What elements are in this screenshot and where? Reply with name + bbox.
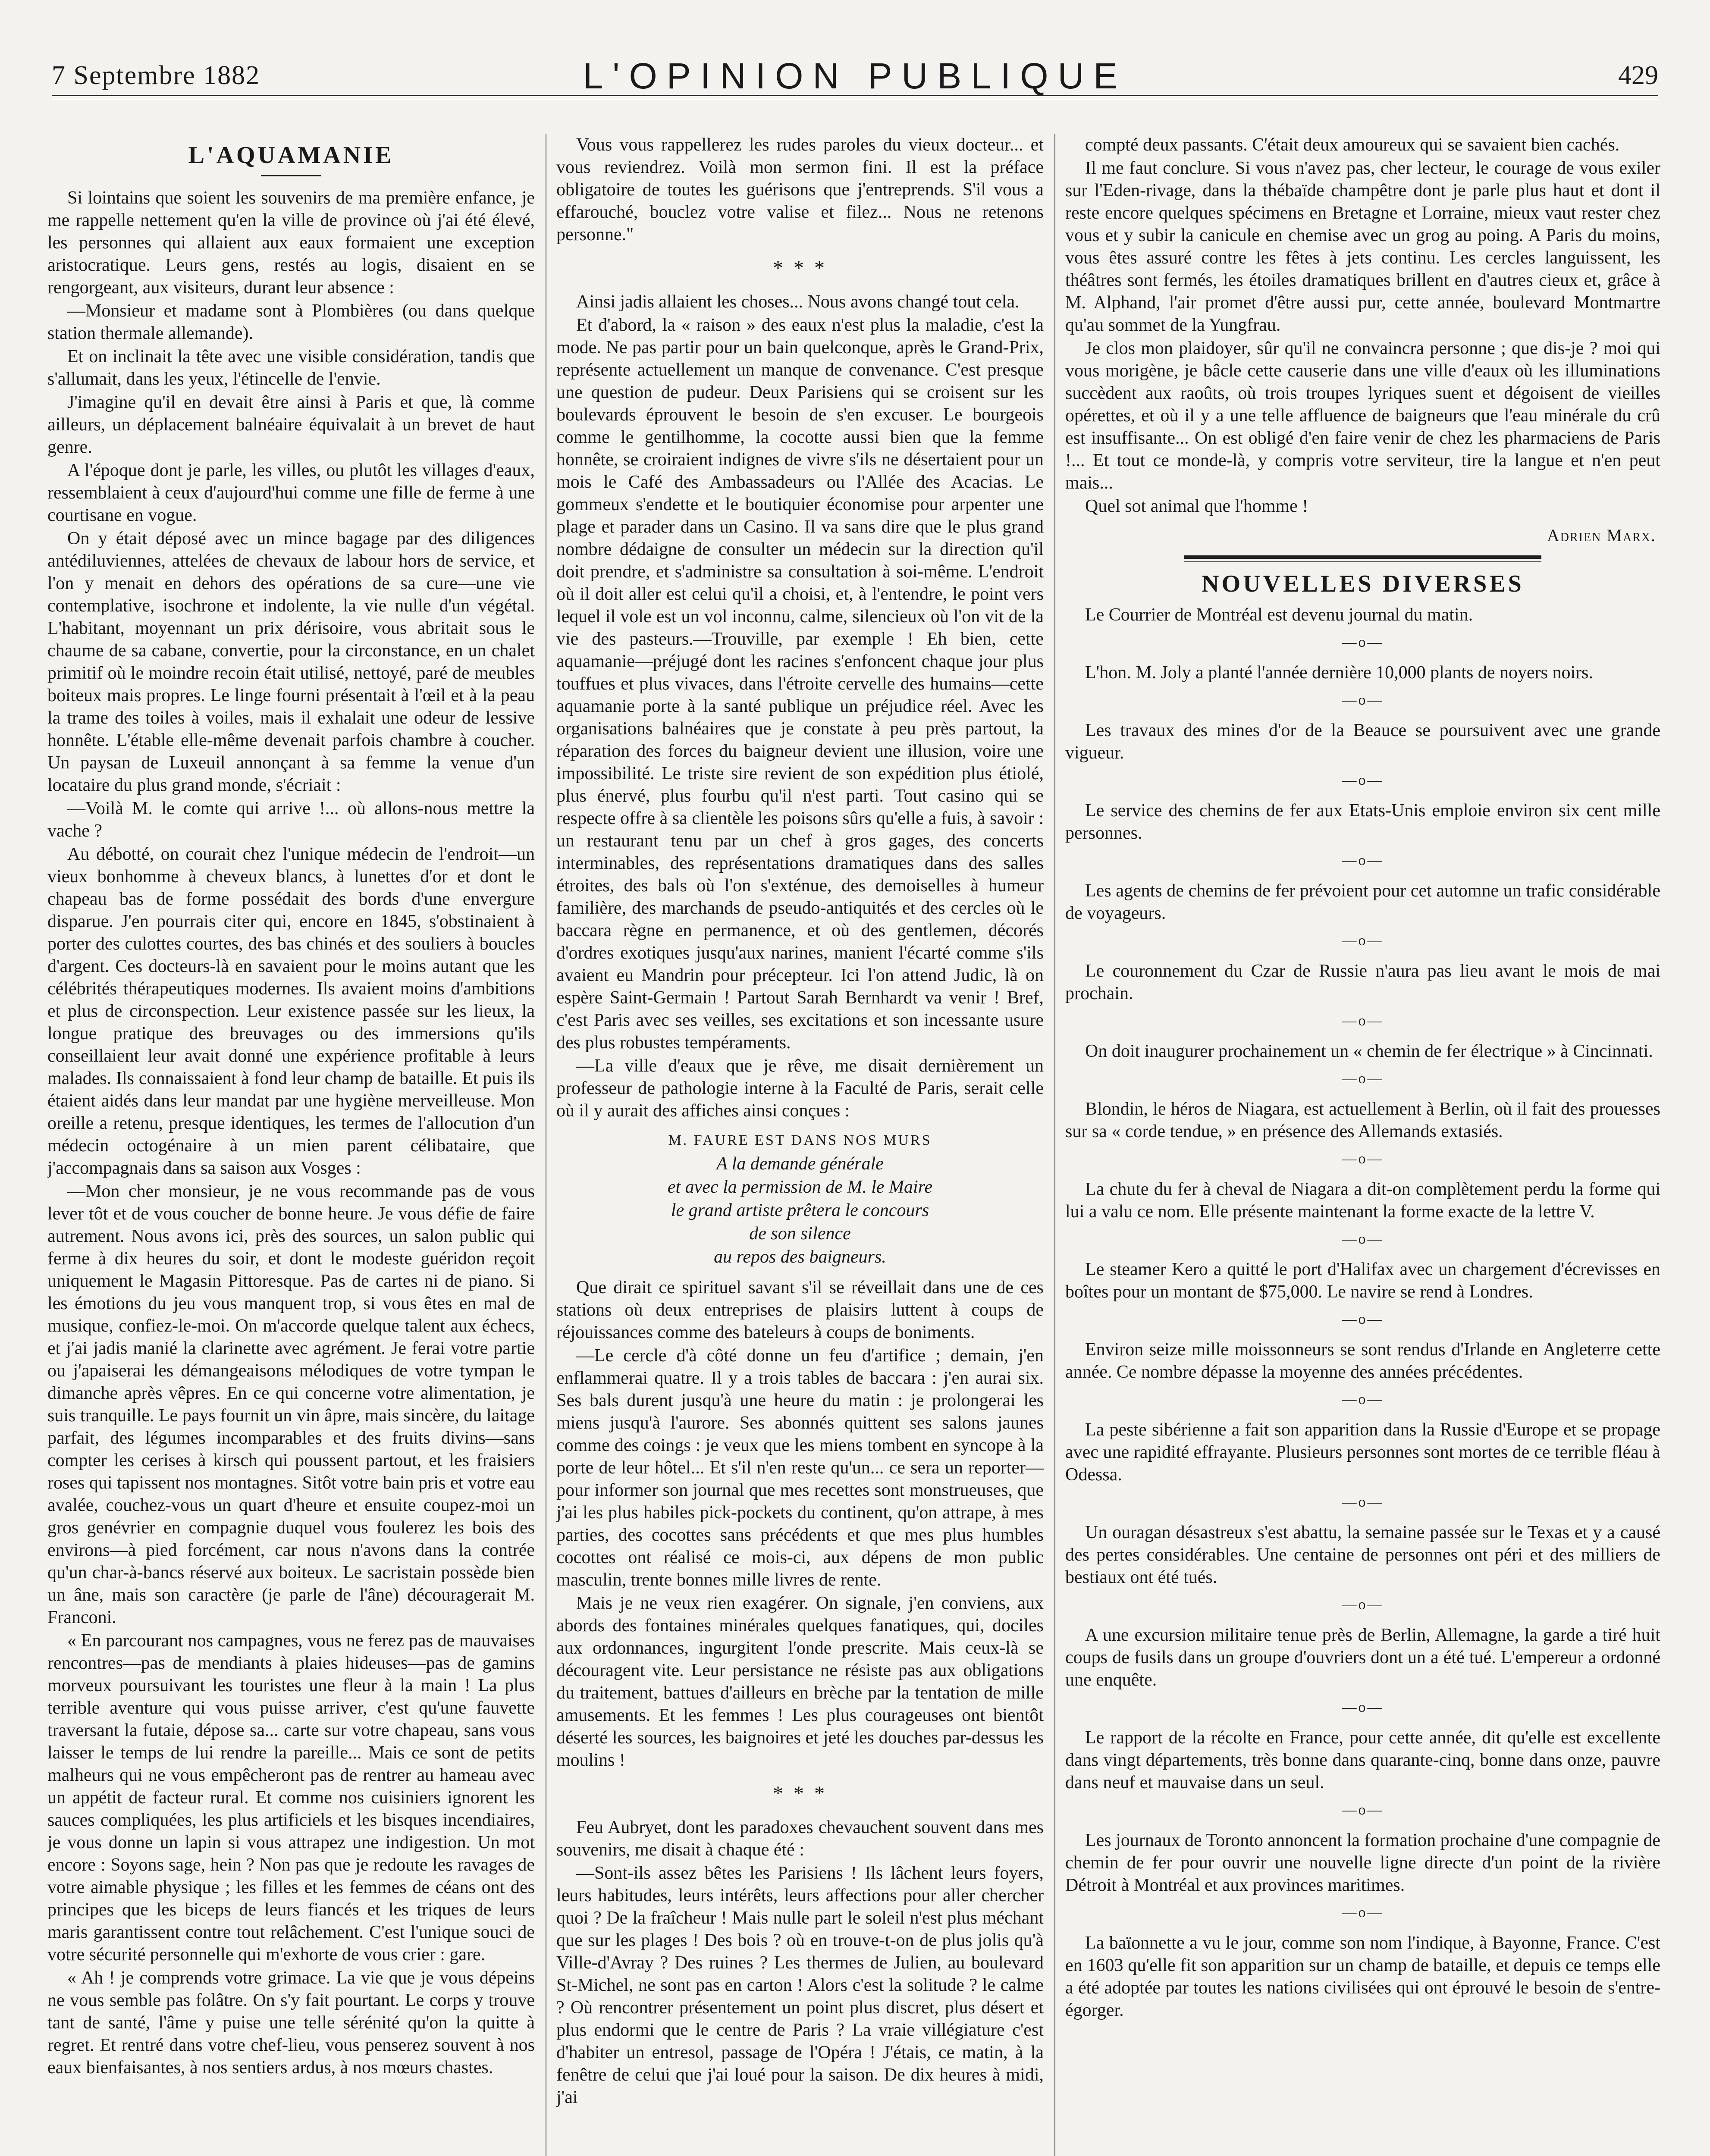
poster-line: M. FAURE EST DANS NOS MURS	[668, 1132, 932, 1148]
section-stars: * * *	[773, 257, 827, 279]
paragraph: Feu Aubryet, dont les paradoxes chevauchent souvent dans mes souvenirs, me disait à chaque été :	[556, 1818, 1044, 1860]
news-separator: —o—	[1342, 1802, 1384, 1818]
paragraph: —Sont-ils assez bêtes les Parisiens ! Ils lâchent leurs foyers, leurs habitudes, leurs intérêts, leurs affections pour aller chercher quoi ? De la fraîcheur ! Mais nulle part le soleil n'est plus méchant que sur les plages ! Des bois ? où en trouve-t-on de plus jolis qu'à Ville-d'Avray ? Des ruines ? Les thermes de Julien, au boulevard St-Michel, ne sont pas en carton ! Alors c'est la solitude ? le calme ? Où rencontrer présentement un point plus discret, plus désert et plus endormi que le centre de Paris ? La vraie villégiature c'est d'habiter un entresol, passage de l'Opéra ! J'étais, ce matin, à la fenêtre de celui que j'ai loué pour la saison. De dix heures à midi, j'ai	[556, 1863, 1044, 2107]
news-separator: —o—	[1342, 1494, 1384, 1510]
masthead	[52, 52, 1658, 99]
news-separator: —o—	[1342, 933, 1384, 949]
paragraph: Que dirait ce spirituel savant s'il se réveillait dans une de ces stations où deux entreprises de plaisirs luttent à coups de réjouissances comme des bateleurs à coups de boniments.	[556, 1278, 1044, 1342]
news-list	[1065, 604, 1660, 2021]
article-body	[47, 187, 535, 2079]
section-stars: * * *	[773, 1782, 827, 1805]
column-2	[556, 134, 1044, 2156]
news-separator: —o—	[1342, 1071, 1384, 1087]
poster-line: le grand artiste prêtera le concours	[671, 1200, 929, 1220]
article-body-continued	[1065, 134, 1660, 517]
news-item: Le service des chemins de fer aux Etats-Unis emploie environ six cent mille personnes.	[1065, 801, 1660, 843]
paragraph: Et on inclinait la tête avec une visible considération, tandis que s'allumait, dans les yeux, l'étincelle de l'envie.	[47, 347, 535, 389]
article-body-continued	[556, 1816, 1044, 2109]
news-item: Le steamer Kero a quitté le port d'Halifax avec un chargement d'écrevisses en boîtes pour un montant de $75,000. Le navire se rend à Londres.	[1065, 1260, 1660, 1302]
paragraph: On y était déposé avec un mince bagage par des diligences antédiluviennes, attelées de chevaux de labour hors de service, et l'on y menait en dehors des opérations de sa cure—une vie contemplative, isochrone et indolente, la vie nulle d'un végétal. L'habitant, moyennant un prix dérisoire, vous abritait sous le chaume de sa cabane, convertie, pour la circonstance, en un chalet primitif où le moindre recoin était utilisé, nettoyé, paré de meubles boiteux mais propres. Le linge fourni présentait à l'œil et à la peau la trame des toiles à voiles, mais il exhalait une odeur de lessive honnête. L'étable elle-même devenait parfois chambre à coucher. Un paysan de Luxeuil annonçant à sa femme la venue d'un locataire du plus grand monde, s'écriait :	[47, 529, 535, 795]
news-separator: —o—	[1342, 1597, 1384, 1613]
article-body-continued	[556, 134, 1044, 246]
news-item: La chute du fer à cheval de Niagara a dit-on complètement perdu la forme qui lui a valu ce nom. Elle présente maintenant la forme exacte de la lettre V.	[1065, 1179, 1660, 1222]
news-separator: —o—	[1342, 1699, 1384, 1715]
poster-line: et avec la permission de M. le Maire	[667, 1177, 933, 1197]
newspaper-title: L'OPINION PUBLIQUE	[583, 56, 1127, 96]
paragraph: compté deux passants. C'était deux amoureux qui se savaient bien cachés.	[1085, 135, 1620, 155]
poster-line: au repos des baigneurs.	[714, 1247, 886, 1267]
news-item: On doit inaugurer prochainement un « chemin de fer électrique » à Cincinnati.	[1085, 1041, 1653, 1061]
paragraph: Quel sot animal que l'homme !	[1085, 496, 1308, 516]
column-3	[1065, 134, 1660, 2156]
paragraph: —Le cercle d'à côté donne un feu d'artifice ; demain, j'en enflammerai quatre. Il y a trois tables de baccara : j'en aurai six. Ses bals durent jusqu'à une heure du matin : je prolongerai les miens jusqu'à l'aurore. Ses abonnés quittent ses salons jaunes comme des coings : je veux que les miens tombent en syncope à la porte de leur hôtel... Et s'il n'en reste qu'un... ce sera un reporter—pour informer son journal que mes recettes sont monstrueuses, que j'ai les plus habiles pick-pockets du continent, qu'on attrape, à mes parties, des cocottes sans précédents et que mes plus humbles cocottes ont réalisé ce mois-ci, aux dépens de mon public masculin, trente bonnes mille livres de rente.	[556, 1346, 1044, 1590]
section-rule	[1184, 555, 1541, 559]
paragraph: Ainsi jadis allaient les choses... Nous avons changé tout cela.	[576, 292, 1020, 312]
paragraph: Et d'abord, la « raison » des eaux n'est plus la maladie, c'est la mode. Ne pas partir pour un bain quelconque, après le Grand-Prix, représente actuellement un manque de convenance. C'est presque une question de pudeur. Deux Parisiens qui se croisent sur les boulevards éprouvent le besoin de s'en excuser. Le bourgeois comme le gentilhomme, la cocotte aussi bien que la femme honnête, se croiraient indignes de vivre s'ils ne désertaient pour un mois le Café des Ambassadeurs ou l'Allée des Acacias. Le gommeux s'endette et le boutiquier économise pour arpenter une plage et parader dans un Casino. Il va sans dire que le plus grand nombre dédaigne de consulter un médecin sur la direction qu'il doit prendre, et s'administre sa consultation à soi-même. L'endroit où il doit aller est celui qu'il a choisi, et, à l'entendre, le point vers lequel il vole est un vol inconnu, calme, silencieux où l'on vit de la vie des pasteurs.—Trouville, par exemple ! Eh bien, cette aquamanie—préjugé dont les racines s'enfoncent chaque jour plus touffues et plus vivaces, dans l'étroite cervelle des humains—cette aquamanie porte à la santé publique un préjudice réel. Avec les organisations balnéaires que je constate à peu près partout, la réparation des forces du baigneur devient une illusion, voire une impossibilité. Le triste sire revient de son expédition plus étiolé, plus énervé, plus fourbu qu'il n'est parti. Tout casino qui se respecte offre à sa clientèle les poisons sûrs qu'elle a fuis, à savoir : un restaurant tenu par un chef à gros gages, des concerts interminables, des représentations dramatiques dans des salles étroites, des bals où l'on s'exténue, des demoiselles à humeur familière, des marchands de pseudo-antiquités et des cercles où le baccara règne en permanence, et où des gentlemen, décorés d'ordres exotiques jusqu'aux narines, manient l'écarté comme s'ils avaient eu Mandrin pour précepteur. Ici l'on attend Judic, là on espère Saint-Germain ! Partout Sarah Bernhardt va venir ! Bref, c'est Paris avec ses veilles, ses excitations et son incessante usure des plus robustes tempéraments.	[556, 315, 1044, 1053]
column-divider	[1054, 134, 1055, 2156]
paragraph: Il me faut conclure. Si vous n'avez pas, cher lecteur, le courage de vous exiler sur l'Eden-rivage, dans la thébaïde champêtre dont je parle plus haut et dont il reste encore quelques spécimens en Bretagne et Lorraine, mieux vaut rester chez vous et y subir la canicule en chemise avec un grog au poing. A Paris du moins, vous êtes assuré contre les fêtes à jets continu. Les cercles languissent, les théâtres sont fermés, les étoiles dramatiques brillent en d'autres cieux et, grâce à M. Alphand, l'air promet d'être aussi pur, cette année, boulevard Montmartre qu'au sommet de la Yungfrau.	[1065, 158, 1660, 335]
poster-line: A la demande générale	[716, 1154, 884, 1174]
news-separator: —o—	[1342, 1151, 1384, 1167]
news-item: Environ seize mille moissonneurs se sont rendus d'Irlande en Angleterre cette année. Ce nombre dépasse la moyenne des années précédentes.	[1065, 1340, 1660, 1382]
paragraph: —Mon cher monsieur, je ne vous recommande pas de vous lever tôt et de vous coucher de bonne heure. Je vous défie de faire autrement. Nous avons ici, près des sources, un salon public qui ferme à dix heures du soir, et dont le modeste guéridon reçoit uniquement le Magasin Pittoresque. Pas de cartes ni de piano. Si les émotions du jeu vous manquent trop, si vous êtes en mal de musique, confiez-le-moi. On m'accorde quelque talent aux échecs, et j'ai jadis manié la clarinette avec agrément. Je ferai votre partie ou j'apaiserai les démangeaisons mélodiques de votre tympan le dimanche après vêpres. En ce qui concerne votre alimentation, je suis tranquille. Le pays fournit un vin âpre, mais sincère, du laitage parfait, des légumes incomparables et des fruits divins—sans compter les cerises à kirsch qui poussent partout, et les fraisiers roses qui tapissent nos montagnes. Sitôt votre bain pris et votre eau avalée, couchez-vous un quart d'heure et ensuite coupez-moi un gros genévrier en compagnie duquel vous foulerez les bois des environs—à pied forcément, car nous n'avons dans la contrée qu'un char-à-bancs réservé aux boiteux. Le sacristain possède bien un âne, mais son caractère (je parle de l'âne) découragerait M. Franconi.	[47, 1181, 535, 1627]
news-item: L'hon. M. Joly a planté l'année dernière 10,000 plants de noyers noirs.	[1085, 663, 1594, 683]
paragraph: A l'époque dont je parle, les villes, ou plutôt les villages d'eaux, ressemblaient à ceux d'aujourd'hui comme une fille de ferme à une courtisane en vogue.	[47, 461, 535, 525]
issue-date: 7 Septembre 1882	[52, 61, 260, 90]
paragraph: « En parcourant nos campagnes, vous ne ferez pas de mauvaises rencontres—pas de mendiants à plaies hideuses—pas de gamins morveux poursuivant les touristes une fleur à la main ! La plus terrible aventure qui vous puisse arriver, c'est qu'une fauvette traversant la futaie, dépose sa... carte sur votre chapeau, sans vous laisser le temps de lui rendre la pareille... Mais ce sont de petits malheurs qui ne vous empêcheront pas de rentrer au hameau avec un appétit de facteur rural. Et comme nos cuisiniers ignorent les sauces compliquées, les plus artificiels et les bisques incendiaires, je vous donne un lapin si vous attrapez une indigestion. Un mot encore : Soyons sage, hein ? Non pas que je redoute les ravages de votre aimable physique ; les filles et les femmes de céans ont des principes que les biceps de leurs fiancés et les triques de leurs maris garantissent contre tout relâchement. C'est l'unique souci de votre sécurité personnelle qui m'exhorte de vous crier : gare.	[47, 1631, 535, 1965]
news-item: Les agents de chemins de fer prévoient pour cet automne un trafic considérable de voyageurs.	[1065, 881, 1660, 923]
news-separator: —o—	[1342, 1905, 1384, 1921]
article-body-continued	[556, 1276, 1044, 1771]
paragraph: Je clos mon plaidoyer, sûr qu'il ne convaincra personne ; que dis-je ? moi qui vous morigène, je bâcle cette causerie dans une ville d'eaux où les illuminations succèdent aux raoûts, où trois troupes lyriques suent et dégoisent de vieilles opérettes, et où il y a une telle affluence de baigneurs que l'eau minérale du crû est insuffisante... On est obligé d'en faire venir de chez les pharmaciens de Paris !... Et tout ce monde-là, y compris votre serviteur, tire la langue et n'en peut mais...	[1065, 338, 1660, 493]
news-item: Les travaux des mines d'or de la Beauce se poursuivent avec une grande vigueur.	[1065, 721, 1660, 763]
news-separator: —o—	[1342, 1231, 1384, 1247]
author-signature: Adrien Marx.	[1547, 526, 1656, 545]
column-1	[47, 134, 535, 2156]
news-item: La peste sibérienne a fait son apparition dans la Russie d'Europe et se propage avec une rapidité effrayante. Plusieurs personnes sont mortes de ce terrible fléau à Odessa.	[1065, 1420, 1660, 1485]
news-item: Un ouragan désastreux s'est abattu, la semaine passée sur le Texas et y a causé des pertes considérables. Une centaine de personnes ont péri et des milliers de bestiaux ont été tués.	[1065, 1523, 1660, 1587]
title-rule	[261, 175, 321, 176]
news-separator: —o—	[1342, 1311, 1384, 1327]
news-item: Le Courrier de Montréal est devenu journal du matin.	[1085, 605, 1473, 625]
news-separator: —o—	[1342, 692, 1384, 708]
article-title: L'AQUAMANIE	[188, 142, 394, 169]
news-item: Les journaux de Toronto annoncent la formation prochaine d'une compagnie de chemin de fer pour ouvrir une nouvelle ligne directe d'un point de la rivière Détroit à Montréal et aux provinces maritimes.	[1065, 1830, 1660, 1895]
poster-quote	[556, 1129, 1044, 1269]
masthead-rule	[52, 95, 1658, 99]
news-separator: —o—	[1342, 1013, 1384, 1029]
paragraph: Si lointains que soient les souvenirs de ma première enfance, je me rappelle nettement qu'en la ville de province où j'ai été élevé, les personnes qui allaient aux eaux formaient une exception aristocratique. Leurs gens, restés au logis, disaient en se rengorgeant, aux visiteurs, durant leur absence :	[47, 188, 535, 298]
news-separator: —o—	[1342, 634, 1384, 650]
news-separator: —o—	[1342, 772, 1384, 788]
paragraph: Au débotté, on courait chez l'unique médecin de l'endroit—un vieux bonhomme à cheveux blancs, à lunettes d'or et dont le chapeau bas de forme possédait des bords d'une envergure disparue. J'en pourrais citer qui, encore en 1845, s'obstinaient à porter des culottes courtes, des bas chinés et des souliers à boucles d'argent. Ces docteurs-là en savaient pour le moins autant que les célébrités thérapeutiques modernes. Ils avaient moins d'ambitions et plus de circonspection. Leur existence passée sur les lieux, la longue pratique des breuvages ou des immersions qu'ils conseillaient leur avait donné une expérience profitable à leurs malades. Ils connaissaient à fond leur champ de bataille. Et puis ils étaient aidés dans leur mandat par une hygiène merveilleuse. Mon oreille a retenu, presque identiques, les termes de l'allocution d'un médecin octogénaire à un mien parent célibataire, que j'accompagnais dans sa saison aux Vosges :	[47, 844, 535, 1178]
paragraph: Mais je ne veux rien exagérer. On signale, j'en conviens, aux abords des fontaines minérales quelques fanatiques, qui, dociles aux ordonnances, ingurgitent l'onde prescrite. Mais ceux-là se découragent vite. Leur persistance ne résiste pas aux obligations du traitement, battues d'ailleurs en brèche par la tentation de mille amusements. Et les femmes ! Les plus courageuses ont bientôt déserté les sources, les baignoires et jeté les douches par-dessus les moulins !	[556, 1593, 1044, 1770]
news-separator: —o—	[1342, 1391, 1384, 1407]
paragraph: J'imagine qu'il en devait être ainsi à Paris et que, là comme ailleurs, un déplacement balnéaire équivalait à un brevet de haut genre.	[47, 392, 535, 457]
paragraph: Vous vous rappellerez les rudes paroles du vieux docteur... et vous reviendrez. Voilà mon sermon fini. Il est la préface obligatoire de toutes les guérisons que j'entreprends. S'il vous a effarouché, bouclez votre valise et filez... Nous ne retenons personne."	[556, 135, 1044, 244]
section-rule	[1184, 561, 1541, 562]
poster-line: de son silence	[749, 1224, 851, 1244]
news-item: A une excursion militaire tenue près de Berlin, Allemagne, la garde a tiré huit coups de fusils dans un groupe d'ouvriers dont un a été tué. L'empereur a ordonné une enquête.	[1065, 1625, 1660, 1690]
news-item: La baïonnette a vu le jour, comme son nom l'indique, à Bayonne, France. C'est en 1603 qu'elle fit son apparition sur un champ de bataille, et depuis ce temps elle a été adoptée par toutes les nations civilisées qui ont éprouvé le besoin de s'entre-égorger.	[1065, 1933, 1660, 2020]
news-item: Blondin, le héros de Niagara, est actuellement à Berlin, où il fait des prouesses sur sa « corde tendue, » en présence des Allemands extasiés.	[1065, 1099, 1660, 1141]
paragraph: —Voilà M. le comte qui arrive !... où allons-nous mettre la vache ?	[47, 799, 535, 841]
paragraph: « Ah ! je comprends votre grimace. La vie que je vous dépeins ne vous semble pas folâtre. On s'y fait pourtant. Le corps y trouve tant de santé, l'âme y puise une telle sérénité qu'on la quitte à regret. Et rentré dans votre chef-lieu, vous penserez souvent à nos eaux bienfaisantes, à nos sentiers ardus, à nos mœurs chastes.	[47, 1968, 535, 2078]
news-item: Le rapport de la récolte en France, pour cette année, dit qu'elle est excellente dans vingt départements, très bonne dans quarante-cinq, bonne dans onze, pauvre dans neuf et mauvaise dans un seul.	[1065, 1728, 1660, 1792]
news-item: Le couronnement du Czar de Russie n'aura pas lieu avant le mois de mai prochain.	[1065, 961, 1660, 1003]
article-body-continued	[556, 291, 1044, 1122]
news-separator: —o—	[1342, 852, 1384, 868]
paragraph: —Monsieur et madame sont à Plombières (ou dans quelque station thermale allemande).	[47, 301, 535, 343]
page-number: 429	[1618, 61, 1658, 90]
paragraph: —La ville d'eaux que je rêve, me disait dernièrement un professeur de pathologie interne à la Faculté de Paris, serait celle où il y aurait des affiches ainsi conçues :	[556, 1056, 1044, 1121]
news-section-title: NOUVELLES DIVERSES	[1202, 570, 1524, 597]
